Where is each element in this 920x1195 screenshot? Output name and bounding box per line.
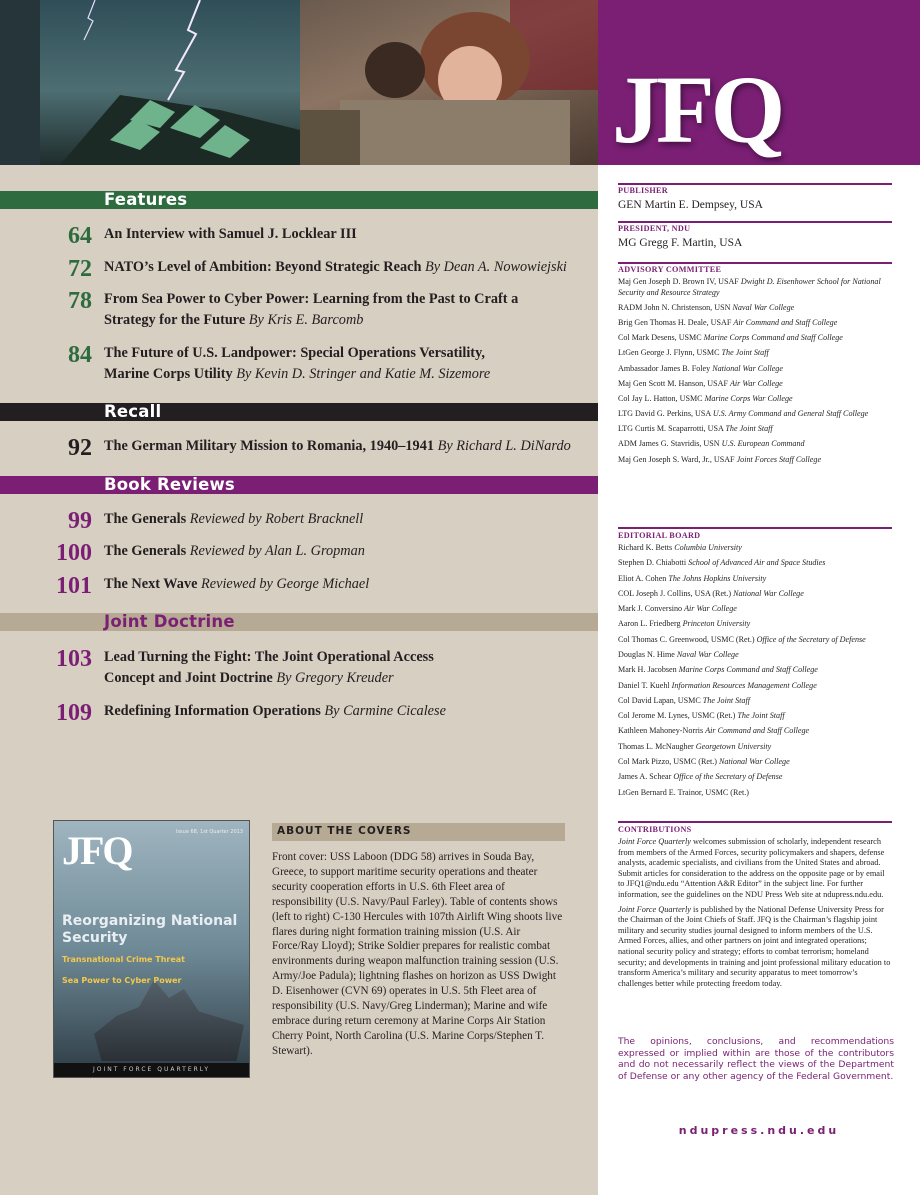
divider bbox=[618, 527, 892, 529]
toc-author: Reviewed by George Michael bbox=[201, 576, 370, 592]
toc-author: By Kris E. Barcomb bbox=[248, 312, 364, 328]
board-member bbox=[618, 379, 892, 390]
member-organization: Columbia University bbox=[674, 543, 742, 552]
contributions-label: CONTRIBUTIONS bbox=[618, 825, 692, 834]
section-title: Book Reviews bbox=[104, 475, 235, 494]
board-member bbox=[618, 318, 892, 329]
toc-entry[interactable] bbox=[104, 224, 592, 245]
cover-subtitle-1: Transnational Crime Threat bbox=[62, 955, 186, 964]
member-organization: U.S. European Command bbox=[721, 439, 805, 449]
member-organization: National War College bbox=[733, 588, 804, 598]
member-name: Col Mark Pizzo, USMC (Ret.) bbox=[618, 756, 717, 766]
toc-entry[interactable] bbox=[104, 289, 534, 331]
contributions-paragraph-2 bbox=[618, 905, 892, 990]
toc-entry[interactable] bbox=[104, 257, 592, 278]
about-covers-text: Front cover: USS Laboon (DDG 58) arrives in Souda Bay, Greece, to support maritime security operations and theater security cooperation efforts in U.S. 6th Fleet area of responsibility (U.S. Navy/Paul Farley). Table of contents shows (left to right) C-130 Hercules with 107th Airlift Wing shoots live flares during night formation training mission (U.S. Air Force/Ray Lloyd); Strike Soldier prepares for realistic combat environments during weapon malfunction training session (U.S. Army/Joe Padula); lightning flashes on horizon as USS Dwight D. Eisenhower (CVN 69) operates in U.S. 5th Fleet area of responsibility (U.S. Navy/Greg Linderman); Marine and wife embrace during return ceremony at Marine Corps Air Station Cherry Point, North Carolina (U.S. Marine Corps/Stephen T. Stewart). bbox=[272, 851, 563, 1057]
member-name: Stephen D. Chiabotti bbox=[618, 558, 687, 568]
divider bbox=[618, 821, 892, 823]
toc-title: An Interview with Samuel J. Locklear III bbox=[104, 226, 357, 242]
toc-page-number: 101 bbox=[56, 573, 92, 599]
toc-author: By Kevin D. Stringer and Katie M. Sizemore bbox=[236, 366, 491, 382]
toc-entry[interactable] bbox=[104, 509, 592, 530]
member-name: Eliot A. Cohen bbox=[618, 573, 667, 583]
toc-author: By Dean A. Nowowiejski bbox=[425, 259, 567, 275]
member-name: Col Jerome M. Lynes, USMC (Ret.) bbox=[618, 711, 736, 721]
member-name: Col Jay L. Hatton, USMC bbox=[618, 393, 703, 403]
board-member bbox=[618, 277, 892, 298]
member-organization: Office of the Secretary of Defense bbox=[756, 634, 866, 644]
toc-title: The Generals bbox=[104, 511, 187, 527]
member-organization: Naval War College bbox=[676, 649, 739, 659]
board-member bbox=[618, 604, 892, 615]
board-member bbox=[618, 348, 892, 359]
member-name: Maj Gen Joseph S. Ward, Jr., USAF bbox=[618, 454, 735, 464]
board-member bbox=[618, 788, 892, 799]
contributions-paragraph-1 bbox=[618, 837, 892, 901]
publisher-name: GEN Martin E. Dempsey, USA bbox=[618, 199, 763, 211]
member-name: RADM John N. Christenson, USN bbox=[618, 302, 731, 312]
editorial-label: EDITORIAL BOARD bbox=[618, 531, 701, 540]
member-name: Mark J. Conversino bbox=[618, 604, 683, 614]
toc-page-number: 64 bbox=[68, 223, 92, 249]
board-member bbox=[618, 711, 892, 722]
cover-title: Reorganizing National Security bbox=[62, 913, 238, 946]
cover-logo: JFQ bbox=[62, 828, 132, 873]
toc-title: The Future of U.S. Landpower: Special Operations Versatility, Marine Corps Utility bbox=[104, 345, 486, 382]
member-organization: The Joint Staff bbox=[725, 424, 773, 434]
member-name: Col Thomas C. Greenwood, USMC (Ret.) bbox=[618, 634, 755, 644]
section-header-book-reviews bbox=[0, 476, 598, 494]
member-name: COL Joseph J. Collins, USA (Ret.) bbox=[618, 588, 732, 598]
board-member bbox=[618, 409, 892, 420]
section-header-features bbox=[0, 191, 598, 209]
member-organization: Office of the Secretary of Defense bbox=[673, 772, 783, 782]
member-organization: Marine Corps War College bbox=[704, 393, 793, 403]
toc-author: By Richard L. DiNardo bbox=[437, 438, 571, 454]
member-name: Maj Gen Joseph D. Brown IV, USAF bbox=[618, 277, 739, 286]
member-name: LtGen Bernard E. Trainor, USMC (Ret.) bbox=[618, 787, 749, 797]
member-organization: Air War College bbox=[684, 604, 737, 614]
member-name: Maj Gen Scott M. Hanson, USAF bbox=[618, 378, 728, 388]
toc-page-number: 109 bbox=[56, 700, 92, 726]
board-member bbox=[618, 696, 892, 707]
editorial-block bbox=[618, 531, 892, 803]
toc-title: The Generals bbox=[104, 543, 187, 559]
member-name: Aaron L. Friedberg bbox=[618, 619, 681, 629]
member-organization: School of Advanced Air and Space Studies bbox=[688, 558, 826, 568]
board-member bbox=[618, 681, 892, 692]
about-covers-title: ABOUT THE COVERS bbox=[277, 825, 412, 837]
member-name: Mark H. Jacobsen bbox=[618, 665, 677, 675]
member-organization: U.S. Army Command and General Staff College bbox=[712, 409, 869, 419]
member-name: LTG David G. Perkins, USA bbox=[618, 409, 711, 419]
embrace-photo bbox=[300, 0, 598, 165]
toc-entry[interactable] bbox=[104, 541, 592, 562]
member-name: Col Mark Desens, USMC bbox=[618, 333, 702, 343]
member-organization: Joint Forces Staff College bbox=[736, 454, 822, 464]
journal-name: Joint Force Quarterly bbox=[618, 837, 691, 846]
member-organization: Dwight D. Eisenhower School for National Security and Resource Strategy bbox=[618, 277, 881, 297]
toc-page-number: 78 bbox=[68, 288, 92, 314]
toc-entry[interactable] bbox=[104, 574, 592, 595]
divider bbox=[618, 262, 892, 264]
toc-entry[interactable] bbox=[104, 343, 524, 385]
advisory-list bbox=[618, 277, 892, 465]
toc-page-number: 99 bbox=[68, 508, 92, 534]
board-member bbox=[618, 772, 892, 783]
member-name: Ambassador James B. Foley bbox=[618, 363, 711, 373]
member-organization: Naval War College bbox=[732, 302, 795, 312]
toc-page-number: 84 bbox=[68, 342, 92, 368]
member-organization: The Joint Staff bbox=[702, 695, 750, 705]
board-member bbox=[618, 742, 892, 753]
editorial-list bbox=[618, 543, 892, 798]
member-name: ADM James G. Stavridis, USN bbox=[618, 439, 720, 449]
publisher-label: PUBLISHER bbox=[618, 186, 669, 195]
member-organization: Georgetown University bbox=[695, 741, 772, 751]
advisory-block bbox=[618, 265, 892, 470]
member-name: Thomas L. McNaugher bbox=[618, 741, 694, 751]
board-member bbox=[618, 455, 892, 466]
toc-author: By Gregory Kreuder bbox=[276, 670, 394, 686]
member-organization: The Joint Staff bbox=[737, 711, 785, 721]
member-organization: Princeton University bbox=[682, 619, 751, 629]
board-member bbox=[618, 303, 892, 314]
toc-title: NATO’s Level of Ambition: Beyond Strategic Reach bbox=[104, 259, 422, 275]
member-organization: Air Command and Staff College bbox=[705, 726, 810, 736]
member-name: LtGen George J. Flynn, USMC bbox=[618, 348, 720, 358]
section-title: Joint Doctrine bbox=[104, 612, 235, 631]
president-block bbox=[618, 224, 892, 249]
member-organization: National War College bbox=[712, 363, 783, 373]
member-organization: Air War College bbox=[729, 378, 783, 388]
toc-page-number: 72 bbox=[68, 256, 92, 282]
board-member bbox=[618, 439, 892, 450]
member-name: James A. Schear bbox=[618, 772, 672, 782]
toc-author: By Carmine Cicalese bbox=[324, 703, 446, 719]
contributions-block bbox=[618, 825, 892, 989]
board-member bbox=[618, 635, 892, 646]
jfq-logo: JFQ bbox=[612, 56, 782, 163]
board-member bbox=[618, 726, 892, 737]
toc-entry[interactable] bbox=[104, 701, 592, 722]
section-title: Recall bbox=[104, 402, 162, 421]
contributions-text: is published by the National Defense University Press for the Chairman of the Joint Chiefs of Staff. JFQ is the Chairman’s flagship joint military and security studies journal designed to inform members of the U.S. Armed Forces, allies, and other partners on joint and integrated operations; national security policy and strategy; efforts to combat terrorism; homeland security; and developments in training and joint professional military education to transform America’s military and security apparatus to meet tomorrow’s challenges better while protecting freedom today. bbox=[618, 904, 891, 988]
toc-title: Lead Turning the Fight: The Joint Operational Access Concept and Joint Doctrine bbox=[104, 649, 434, 686]
cover-footer: JOINT FORCE QUARTERLY bbox=[54, 1063, 249, 1077]
board-member bbox=[618, 757, 892, 768]
toc-page-number: 92 bbox=[68, 435, 92, 461]
member-name: Douglas N. Hime bbox=[618, 649, 675, 659]
member-name: Richard K. Betts bbox=[618, 543, 673, 552]
member-name: Daniel T. Kuehl bbox=[618, 680, 670, 690]
board-member bbox=[618, 424, 892, 435]
toc-title: From Sea Power to Cyber Power: Learning from the Past to Craft a Strategy for the Future bbox=[104, 291, 519, 328]
member-organization: The Johns Hopkins University bbox=[668, 573, 767, 583]
section-title: Features bbox=[104, 190, 188, 209]
cover-issue: Issue 68, 1st Quarter 2013 bbox=[175, 829, 243, 835]
section-header-recall bbox=[0, 403, 598, 421]
president-label: PRESIDENT, NDU bbox=[618, 224, 691, 233]
toc-entry[interactable] bbox=[104, 647, 464, 689]
advisory-label: ADVISORY COMMITTEE bbox=[618, 265, 722, 274]
website-url[interactable]: ndupress.ndu.edu bbox=[678, 1124, 840, 1137]
about-covers-header bbox=[272, 823, 565, 841]
member-organization: Marine Corps Command and Staff College bbox=[703, 333, 843, 343]
board-member bbox=[618, 619, 892, 630]
member-name: Brig Gen Thomas H. Deale, USAF bbox=[618, 317, 732, 327]
member-name: Kathleen Mahoney-Norris bbox=[618, 726, 704, 736]
disclaimer: The opinions, conclusions, and recommendations expressed or implied within are those of the contributors and do not necessarily reflect the views of the Department of Defense or any other agency of the Federal Government. bbox=[618, 1036, 894, 1082]
section-header-joint-doctrine bbox=[0, 613, 598, 631]
divider bbox=[618, 221, 892, 223]
cover-subtitle-2: Sea Power to Cyber Power bbox=[62, 976, 182, 985]
publisher-block bbox=[618, 186, 892, 211]
toc-author: Reviewed by Robert Bracknell bbox=[189, 511, 364, 527]
board-member bbox=[618, 665, 892, 676]
president-name: MG Gregg F. Martin, USA bbox=[618, 237, 743, 249]
lightning-scene-icon bbox=[0, 0, 300, 165]
member-name: Col David Lapan, USMC bbox=[618, 695, 701, 705]
toc-entry[interactable] bbox=[104, 436, 592, 457]
member-name: LTG Curtis M. Scaparrotti, USA bbox=[618, 424, 724, 434]
member-organization: Marine Corps Command and Staff College bbox=[678, 665, 818, 675]
board-member bbox=[618, 364, 892, 375]
divider bbox=[618, 183, 892, 185]
contributions-text: welcomes submission of scholarly, independent research from members of the Armed Forces, security policymakers and shapers, defense analysts, academic specialists, and civilians from the United States and abroad. Submit articles for consideration to the address on the opposite page or by email to JFQ1@ndu.edu “Attention A&R Editor” in the subject line. For further information, see the guidelines on the NDU Press Web site at ndupress.ndu.edu. bbox=[618, 837, 885, 899]
member-organization: National War College bbox=[718, 756, 790, 766]
board-member bbox=[618, 543, 892, 554]
board-member bbox=[618, 589, 892, 600]
board-member bbox=[618, 574, 892, 585]
board-member bbox=[618, 650, 892, 661]
embrace-scene-icon bbox=[300, 0, 598, 165]
lightning-carrier-photo bbox=[0, 0, 300, 165]
cover-thumbnail[interactable] bbox=[53, 820, 250, 1078]
board-member bbox=[618, 394, 892, 405]
toc-page-number: 100 bbox=[56, 540, 92, 566]
member-organization: The Joint Staff bbox=[721, 348, 769, 358]
member-organization: Information Resources Management College bbox=[671, 680, 817, 690]
board-member bbox=[618, 333, 892, 344]
toc-title: Redefining Information Operations bbox=[104, 703, 321, 719]
journal-name: Joint Force Quarterly bbox=[618, 904, 691, 914]
toc-title: The Next Wave bbox=[104, 576, 198, 592]
toc-title: The German Military Mission to Romania, 1940–1941 bbox=[104, 438, 435, 454]
board-member bbox=[618, 558, 892, 569]
member-organization: Air Command and Staff College bbox=[733, 317, 838, 327]
toc-author: Reviewed by Alan L. Gropman bbox=[189, 543, 365, 559]
toc-page-number: 103 bbox=[56, 646, 92, 672]
